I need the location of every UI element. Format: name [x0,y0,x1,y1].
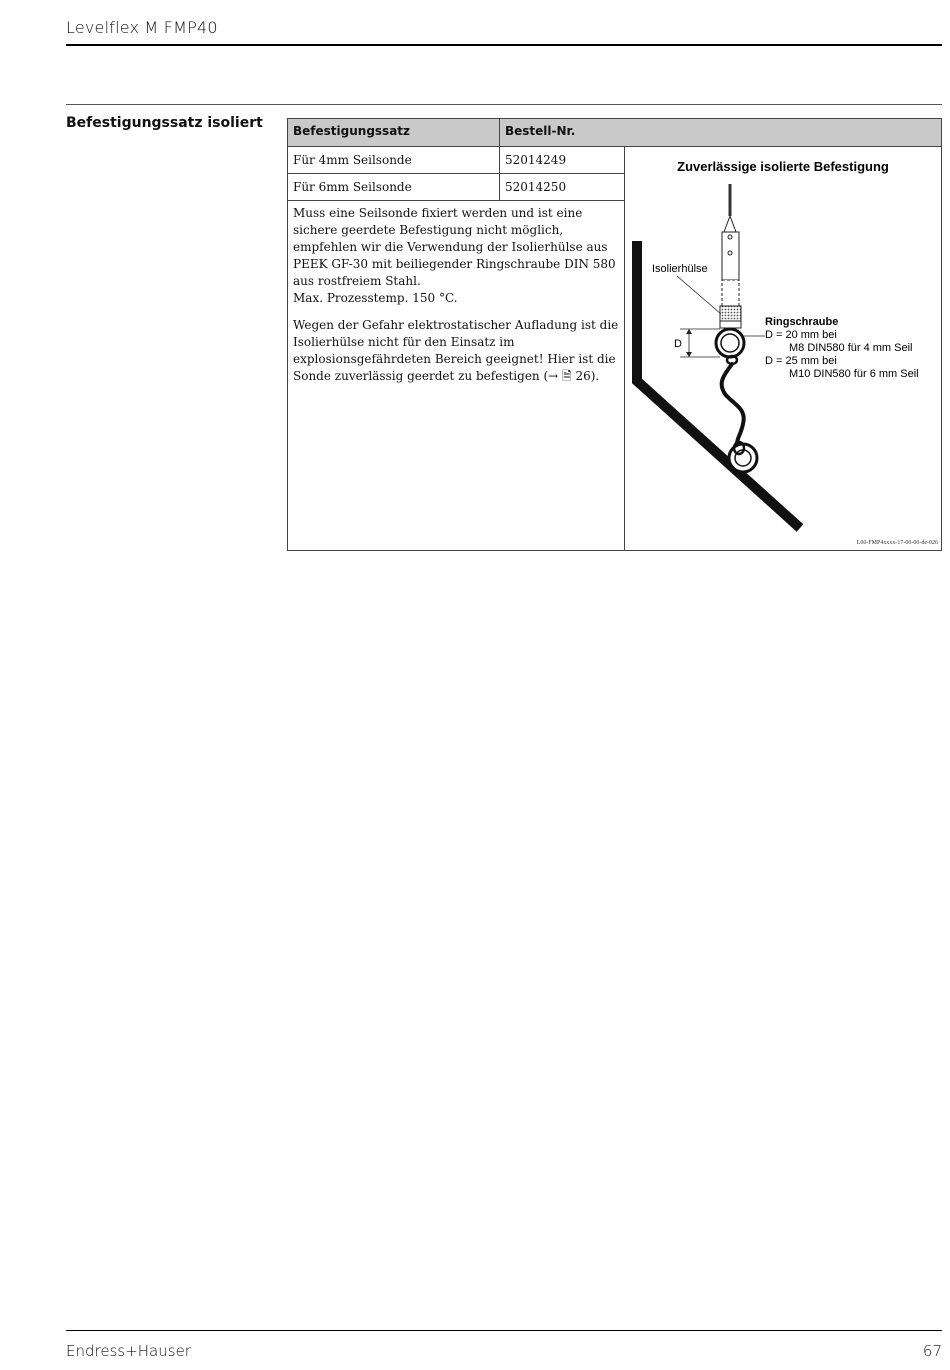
ring-spec-line1: D = 20 mm bei [765,329,837,341]
probe-thread-icon [722,280,739,306]
mounting-figure [625,146,942,551]
description-max-temp: Max. Prozesstemp. 150 °C. [293,291,458,305]
label-insulating-sleeve: Isolierhülse [652,263,708,275]
section-heading: Befestigungssatz isoliert [66,115,263,131]
order-table [287,118,942,551]
ring-spec-line2: M8 DIN580 für 4 mm Seil [789,342,913,354]
ring-spec-line3: D = 25 mm bei [765,355,837,367]
section-divider [66,104,942,105]
mounting-diagram [625,146,942,551]
footer-divider [66,1330,942,1331]
table-cell-order-no: 52014249 [505,153,567,167]
table-cell-item: Für 4mm Seilsonde [293,153,412,167]
description-para1: Muss eine Seilsonde fixiert werden und ist eine sichere geerdete Befestigung nicht möglich, empfehlen wir die Verwendung der Isolierhülse aus PEEK GF-30 mit beiliegender Ringschraube DIN 580 aus rostfreiem Stahl. [293,206,616,288]
figure-code: L00-FMP4xxxx-17-00-00-de-026 [856,540,938,546]
page-number: 67 [922,1342,942,1360]
insulating-sleeve-icon [720,306,741,321]
description-text [293,205,621,395]
label-d: D [674,338,682,350]
hook-icon [722,364,744,444]
row-divider [288,200,624,201]
table-cell-item: Für 6mm Seilsonde [293,180,412,194]
ring-spec-line4: M10 DIN580 für 6 mm Seil [789,368,919,380]
probe-tip-icon [724,216,736,232]
column-header-order-no: Bestell-Nr. [505,124,576,138]
header-divider [66,44,942,46]
label-ring-screw: Ringschraube [765,316,839,328]
tank-wall-icon [637,241,800,528]
leader-line [677,276,721,314]
footer-brand: Endress+Hauser [66,1342,191,1360]
description-para2: Wegen der Gefahr elektrostatischer Aufladung ist die Isolierhülse nicht für den Einsatz im explosionsgefährdeten Bereich geeignet! Hier ist die Sonde zuverlässig geerdet zu befestigen (→ 🗎 26). [293,318,619,383]
figure-title: Zuverlässige isolierte Befestigung [677,159,889,174]
table-cell-order-no: 52014250 [505,180,567,194]
page-header-title: Levelflex M FMP40 [66,18,218,37]
column-header-item: Befestigungssatz [293,124,411,138]
